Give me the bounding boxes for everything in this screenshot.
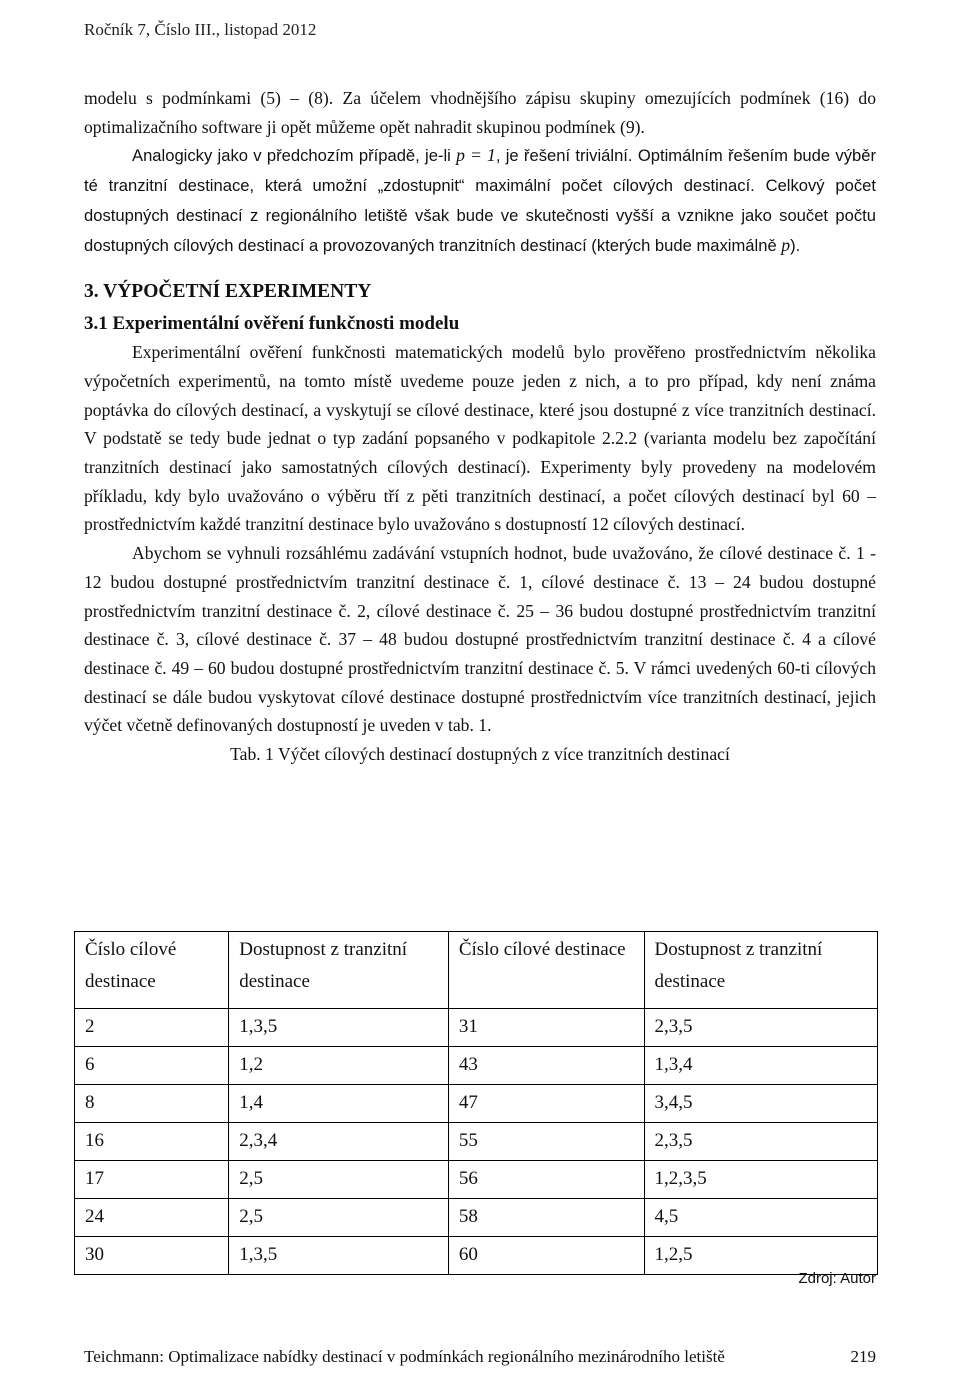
table-cell: 47 — [448, 1085, 644, 1123]
section-heading: 3. VÝPOČETNÍ EXPERIMENTY — [84, 281, 372, 303]
footer-text: Teichmann: Optimalizace nabídky destinací v podmínkách regionálního mezinárodního letiště — [84, 1347, 725, 1366]
table-row — [75, 1161, 878, 1199]
paragraph-2 — [84, 141, 876, 260]
subsection-heading: 3.1 Experimentální ověření funkčnosti modelu — [84, 313, 460, 335]
paragraph-3: Experimentální ověření funkčnosti matematických modelů bylo prověřeno prostřednictvím několika výpočetních experimentů, na tomto místě uvedeme pouze jeden z nich, a to pro případ, kdy není známa poptávka do cílových destinací, a vyskytují se cílové destinace, které jsou dostupné z více tranzitních destinací. V podstatě se tedy bude jednat o typ zadání popsaného v podkapitole 2.2.2 (varianta modelu bez započítání tranzitních destinací jako samostatných cílových destinací). Experimenty byly provedeny na modelovém příkladu, kdy bylo uvažováno o výběru tří z pěti tranzitních destinací, a počet cílových destinací byl 60 – prostřednictvím každé tranzitní destinace bylo uvažováno s dostupností 12 cílových destinací. — [84, 342, 876, 535]
table-cell: 2,5 — [229, 1199, 449, 1237]
body-text — [84, 84, 876, 769]
table-header-cell: Číslo cílové destinace — [75, 932, 229, 1009]
table-cell: 55 — [448, 1123, 644, 1161]
table-header-cell: Dostupnost z tranzitní destinace — [644, 932, 877, 1009]
table-cell: 1,3,4 — [644, 1047, 877, 1085]
table-cell: 4,5 — [644, 1199, 877, 1237]
running-footer — [84, 1347, 876, 1367]
table-row — [75, 1009, 878, 1047]
table-cell: 1,4 — [229, 1085, 449, 1123]
table-cell: 60 — [448, 1237, 644, 1275]
p2-part-c: Optimálním řešením bude výběr té tranzitní destinace, která umožní „zdostupnit“ maximální počet cílových destinací. — [84, 146, 876, 196]
table-row — [75, 1123, 878, 1161]
table-cell: 1,3,5 — [229, 1237, 449, 1275]
table-cell: 2,3,5 — [644, 1009, 877, 1047]
table-cell: 1,3,5 — [229, 1009, 449, 1047]
running-header: Ročník 7, Číslo III., listopad 2012 — [84, 20, 317, 39]
table-cell: 1,2 — [229, 1047, 449, 1085]
table-cell: 30 — [75, 1237, 229, 1275]
table-header-cell: Dostupnost z tranzitní destinace — [229, 932, 449, 1009]
table-row — [75, 1047, 878, 1085]
table-cell: 58 — [448, 1199, 644, 1237]
table-cell: 2,3,4 — [229, 1123, 449, 1161]
paragraph-1: modelu s podmínkami (5) – (8). Za účelem vhodnějšího zápisu skupiny omezujících podmínek (16) do optimalizačního software ji opět můžeme opět nahradit skupinou podmínek (9). — [84, 88, 876, 137]
table-cell: 6 — [75, 1047, 229, 1085]
destinations-table — [74, 931, 878, 1275]
table-cell: 2 — [75, 1009, 229, 1047]
table-cell: 16 — [75, 1123, 229, 1161]
table-cell: 1,2,3,5 — [644, 1161, 877, 1199]
table-cell: 17 — [75, 1161, 229, 1199]
p2-part-d: Celkový počet dostupných destinací z regionálního letiště však bude ve skutečnosti vyšší a vznikne jako součet počtu dostupných cílových destinací a provozovaných tranzitních destinací (kterých bude maximálně — [84, 176, 876, 255]
table-caption: Tab. 1 Výčet cílových destinací dostupných z více tranzitních destinací — [230, 744, 730, 765]
table-row — [75, 1237, 878, 1275]
table-row — [75, 1199, 878, 1237]
table-cell: 1,2,5 — [644, 1237, 877, 1275]
page-number: 219 — [850, 1347, 876, 1366]
p2-part-b: , je řešení triviální. — [495, 146, 633, 166]
table-cell: 56 — [448, 1161, 644, 1199]
table-header-cell: Číslo cílové destinace — [448, 932, 644, 1009]
table-cell: 24 — [75, 1199, 229, 1237]
table-cell: 31 — [448, 1009, 644, 1047]
table-cell: 8 — [75, 1085, 229, 1123]
p2-formula: p = 1 — [456, 145, 496, 166]
paragraph-4: Abychom se vyhnuli rozsáhlému zadávání vstupních hodnot, bude uvažováno, že cílové destinace č. 1 - 12 budou dostupné prostřednictvím tranzitní destinace č. 1, cílové destinace č. 13 – 24 budou dostupné prostřednictvím tranzitní destinace č. 2, cílové destinace č. 25 – 36 budou dostupné prostřednictvím tranzitní destinace č. 3, cílové destinace č. 37 – 48 budou dostupné prostřednictvím tranzitní destinace č. 4 a cílové destinace č. 49 – 60 budou dostupné prostřednictvím tranzitní destinace č. 5. V rámci uvedených 60-ti cílových destinací se dále budou vyskytovat cílové destinace dostupné prostřednictvím více tranzitních destinací, jejich výčet včetně definovaných dostupností je uveden v tab. 1. — [84, 543, 876, 736]
table-cell: 2,3,5 — [644, 1123, 877, 1161]
table-cell: 43 — [448, 1047, 644, 1085]
p2-part-a: Analogicky jako v předchozím případě, je-li — [132, 146, 457, 166]
table-cell: 3,4,5 — [644, 1085, 877, 1123]
table-header-row — [75, 932, 878, 1009]
table-source: Zdroj: Autor — [798, 1270, 876, 1287]
table-cell: 2,5 — [229, 1161, 449, 1199]
p2-formula-2: p — [781, 234, 791, 255]
table-row — [75, 1085, 878, 1123]
p2-part-e: ). — [790, 235, 801, 255]
